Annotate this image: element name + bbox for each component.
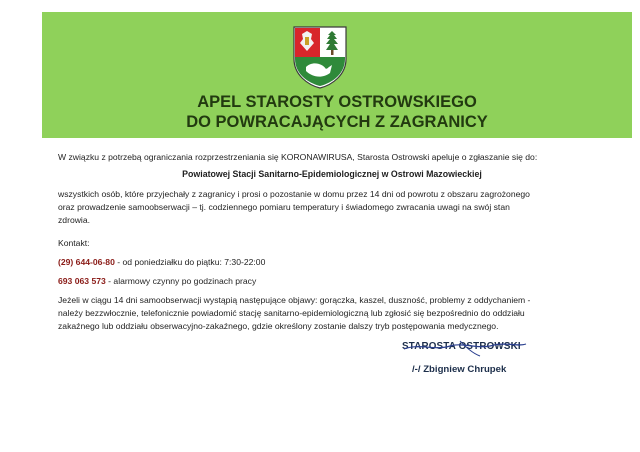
coat-of-arms-icon: [292, 25, 348, 89]
title-line-1: APEL STAROSTY OSTROWSKIEGO: [197, 93, 477, 111]
warning-line-3: zakaźnego lub oddziału obserwacyjno-zakaźnego, gdzie określony zostanie dalszy tryb postępowania medycznego.: [58, 321, 499, 331]
signature-scribble-icon: [400, 337, 530, 359]
persons-line-2: oraz prowadzenie samoobserwacji – tj. codziennego pomiaru temperatury i świadomego zwracania uwagi na swój stan: [58, 202, 510, 212]
page-title: [42, 92, 632, 132]
station-name: Powiatowej Stacji Sanitarno-Epidemiologicznej w Ostrowi Mazowieckiej: [182, 169, 482, 179]
warning-line-1: Jeżeli w ciągu 14 dni samoobserwacji wystąpią następujące objawy: gorączka, kaszel, duszność, problemy z oddychaniem -: [58, 295, 531, 305]
warning-line-2: należy bezzwłocznie, telefonicznie powiadomić stację sanitarno-epidemiologiczną lub zgłosić się bezpośrednio do oddziału: [58, 308, 525, 318]
title-line-2: DO POWRACAJĄCYCH Z ZAGRANICY: [186, 113, 488, 131]
persons-line-1: wszystkich osób, które przyjechały z zagranicy i prosi o pozostanie w domu przez 14 dni od powrotu z obszaru zagrożonego: [58, 189, 530, 199]
intro-paragraph: W związku z potrzebą ograniczania rozprzestrzeniania się KORONAWIRUSA, Starosta Ostrowski apeluje o zgłaszanie się do:: [58, 152, 538, 162]
contact-label: Kontakt:: [58, 238, 90, 248]
signatory-name: /-/ Zbigniew Chrupek: [412, 364, 507, 375]
symptoms-paragraph: [58, 294, 606, 333]
phone-emergency-desc: - alarmowy czynny po godzinach pracy: [105, 276, 257, 286]
signature-title: STAROSTA OSTROWSKI: [402, 341, 521, 352]
persons-paragraph: [58, 188, 606, 227]
phone-line-office: [58, 256, 606, 269]
phone-line-emergency: [58, 275, 606, 288]
phone-number-office[interactable]: (29) 644-06-80: [58, 257, 115, 267]
phone-number-emergency[interactable]: 693 063 573: [58, 276, 106, 286]
persons-line-3: zdrowia.: [58, 215, 90, 225]
phone-office-hours: - od poniedziałku do piątku: 7:30-22:00: [114, 257, 266, 267]
